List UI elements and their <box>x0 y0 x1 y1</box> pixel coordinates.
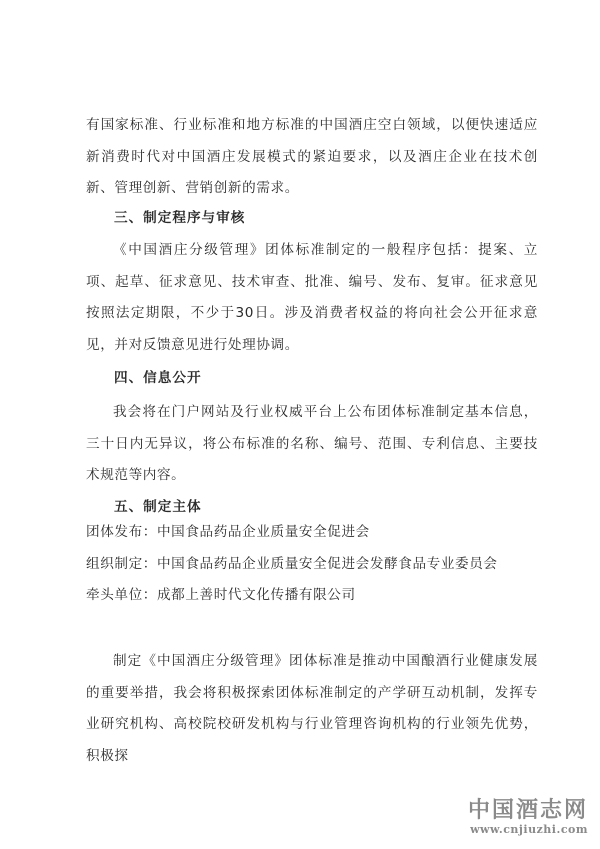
publisher-label: 团体发布： <box>86 524 157 540</box>
section4-heading: 四、信息公开 <box>114 370 202 386</box>
intro-paragraph: 有国家标准、行业标准和地方标准的中国酒庄空白领域，以便快速适应新消费时代对中国酒庄发展模式的紧迫要求，以及酒庄企业在技术创新、管理创新、营销创新的需求。 <box>86 117 538 196</box>
section3-paragraph: 《中国酒庄分级管理》团体标准制定的一般程序包括：提案、立项、起草、征求意见、技术审查、批准、编号、发布、复审。征求意见按照法定期限，不少于30日。涉及消费者权益的将向社会公开征求意见，并对反馈意见进行处理协调。 <box>86 242 538 353</box>
lead-unit-value: 成都上善时代文化传播有限公司 <box>156 587 356 603</box>
closing-paragraph: 制定《中国酒庄分级管理》团体标准是推动中国酿酒行业健康发展的重要举措，我会将积极探索团体标准制定的产学研互动机制，发挥专业研究机构、高校院校研发机构与行业管理咨询机构的行业领先优势，积极探 <box>86 653 538 764</box>
organizer-label: 组织制定： <box>86 556 157 572</box>
organizer-line <box>86 554 498 574</box>
site-watermark <box>468 797 588 837</box>
lead-unit-label: 牵头单位： <box>86 587 157 603</box>
lead-unit-line <box>86 585 356 605</box>
section5-heading: 五、制定主体 <box>114 499 202 515</box>
section4-paragraph: 我会将在门户网站及行业权威平台上公布团体标准制定基本信息，三十日内无异议，将公布标准的名称、编号、范围、专利信息、主要技术规范等内容。 <box>86 404 538 483</box>
watermark-url: www.cnjiuzhi.com <box>470 823 588 836</box>
organizer-value: 中国食品药品企业质量安全促进会发酵食品专业委员会 <box>156 556 498 572</box>
publisher-value: 中国食品药品企业质量安全促进会 <box>156 524 370 540</box>
watermark-title: 中国酒志网 <box>467 797 588 823</box>
publisher-line <box>86 522 370 542</box>
section3-heading: 三、制定程序与审核 <box>114 210 246 226</box>
